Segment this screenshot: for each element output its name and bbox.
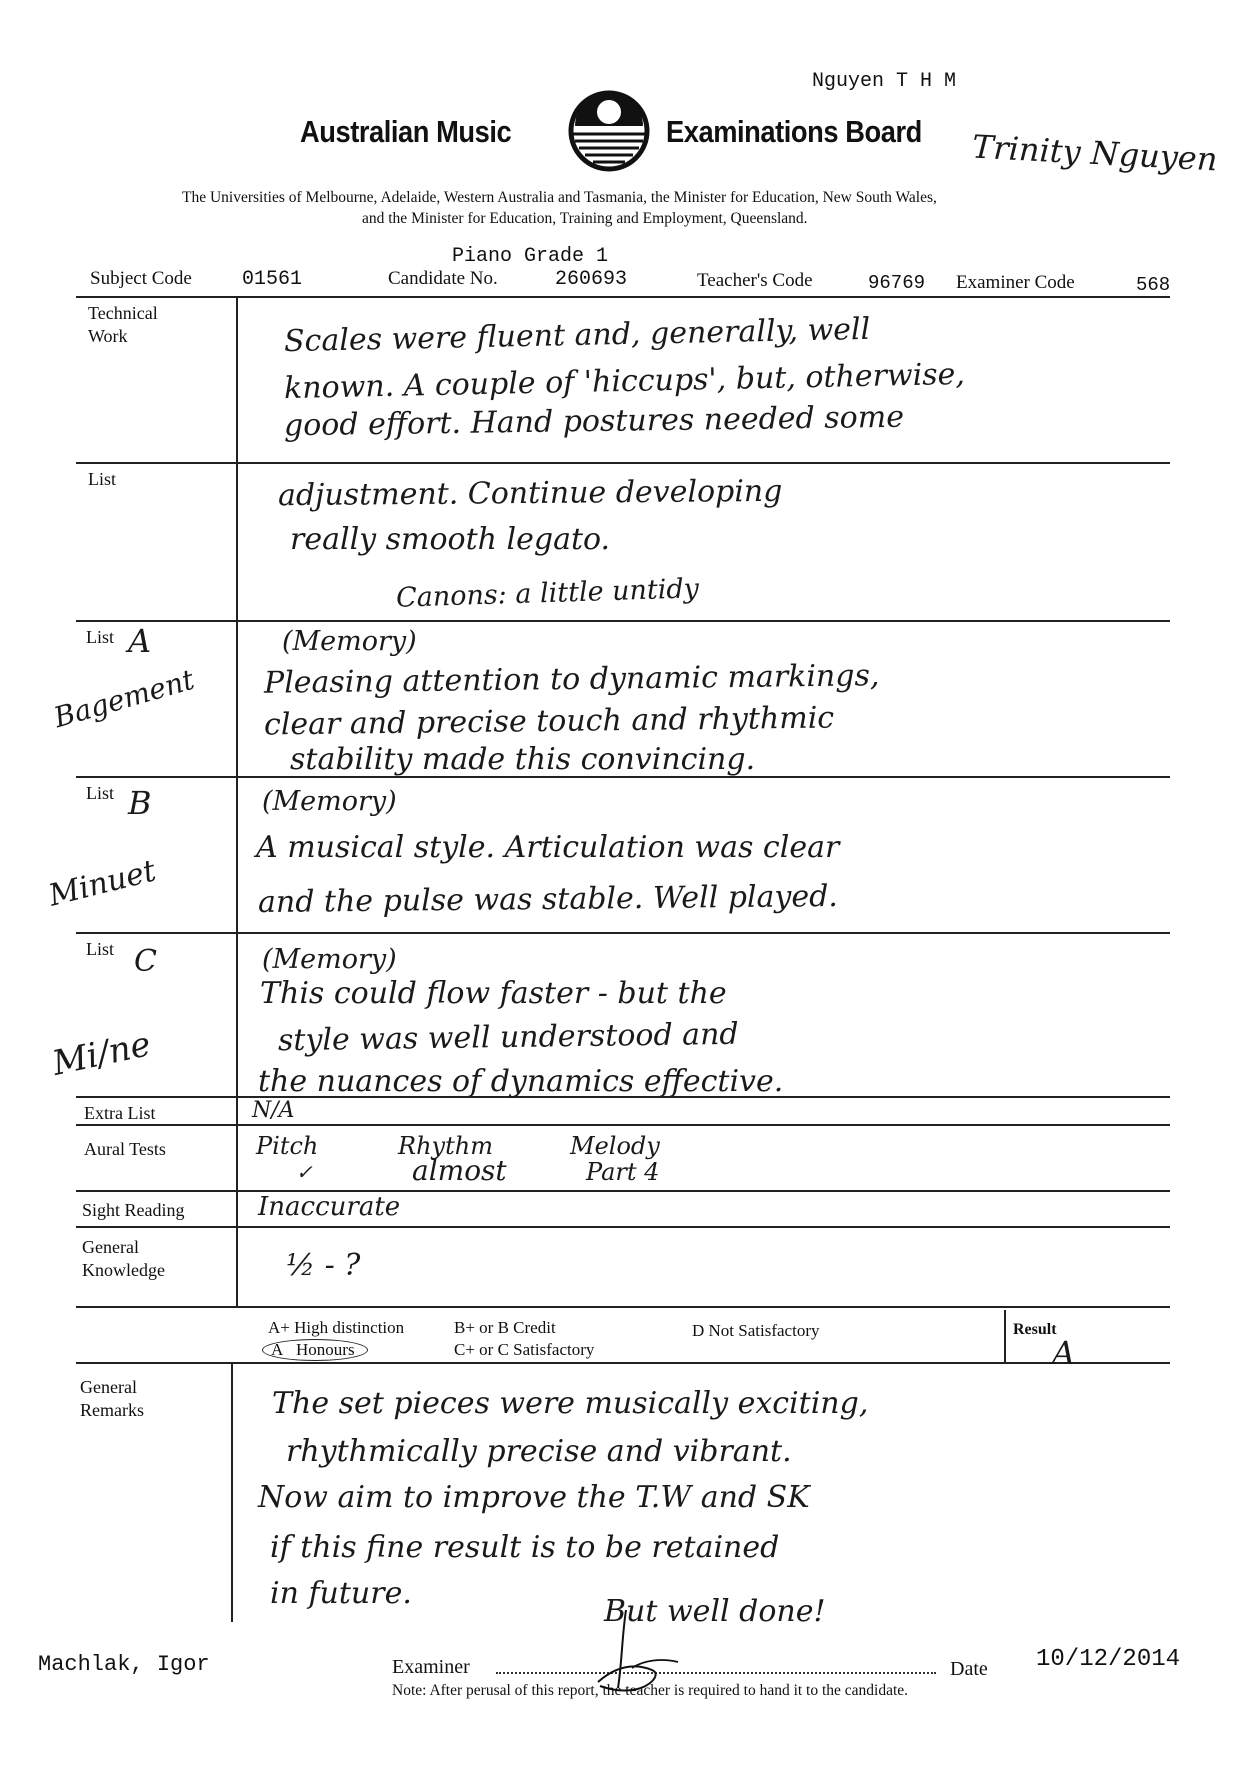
list-b-remark-line-1: A musical style. Articulation was clear (256, 830, 840, 865)
grade-d: D Not Satisfactory (692, 1321, 820, 1340)
list-a-remark-line-1: Pleasing attention to dynamic markings, (263, 658, 880, 701)
rule-column-divider (236, 296, 238, 1306)
sight-reading-value: Inaccurate (258, 1192, 401, 1222)
technical-work-label (88, 302, 158, 348)
candidate-name-typed: Nguyen T H M (812, 70, 957, 93)
amEB-logo-icon (566, 88, 652, 174)
technical-remark-line-1: Scales were fluent and, generally, well (283, 311, 871, 360)
grade-a-honours-code: A (271, 1340, 284, 1359)
sight-reading-label: Sight Reading (82, 1200, 185, 1220)
general-remarks-label-line-2: Remarks (80, 1400, 144, 1420)
list-c-remark-line-2: style was well understood and (277, 1016, 739, 1059)
examiner-code: 568 (1136, 274, 1171, 296)
board-name-right-text: Examinations Board (666, 114, 922, 149)
list-a-letter: A (128, 622, 152, 660)
general-remarks-line-5: in future. (270, 1576, 412, 1611)
list-remark-line-2: really smooth legato. (290, 522, 611, 557)
aural-melody: Melody (570, 1132, 660, 1160)
examiner-label: Examiner (392, 1656, 470, 1678)
board-name-left-text: Australian Music (300, 114, 512, 149)
list-c-remark-line-1: This could flow faster - but the (260, 976, 727, 1011)
general-remarks-label-line-1: General (80, 1377, 137, 1397)
list-a-remark-line-2: clear and precise touch and rhythmic (263, 700, 835, 743)
grade-b: B+ or B Credit (454, 1318, 556, 1337)
general-knowledge-label-line-1: General (82, 1237, 139, 1257)
rule-knowledge-bottom (76, 1306, 1170, 1308)
aural-almost: almost (412, 1154, 507, 1187)
general-remarks-closing: But well done! (604, 1594, 826, 1629)
list-a-label: List (86, 627, 115, 647)
rule-header-bottom (76, 296, 1170, 298)
list-b-piece-name: Minuet (45, 853, 160, 914)
examiner-dotted-line (496, 1672, 936, 1674)
candidate-no-label: Candidate No. (388, 268, 498, 289)
list-a-remark-line-3: stability made this convincing. (290, 742, 756, 777)
list-c-memory: (Memory) (262, 944, 397, 975)
list-c-label: List (86, 939, 115, 959)
result-label: Result (1013, 1321, 1057, 1338)
rule-result-divider (1004, 1310, 1006, 1362)
rule-list-b-bottom (76, 932, 1170, 934)
list-b-remark-line-2: and the pulse was stable. Well played. (257, 878, 839, 921)
general-knowledge-label (82, 1236, 165, 1282)
general-remarks-line-4: if this fine result is to be retained (270, 1530, 780, 1565)
list-a-memory: (Memory) (282, 626, 417, 657)
aural-rhythm: Rhythm (398, 1132, 493, 1160)
result-value: A (1052, 1334, 1076, 1372)
technical-remark-line-3: good effort. Hand postures needed some (283, 399, 905, 444)
rule-list-bottom (76, 620, 1170, 622)
technical-remark-line-2: known. A couple of 'hiccups', but, otherwise, (283, 356, 966, 407)
grade-a-plus: A+ High distinction (268, 1318, 405, 1337)
aural-pitch: Pitch (256, 1132, 319, 1160)
rule-technical-bottom (76, 462, 1170, 464)
general-remarks-label (80, 1376, 144, 1422)
technical-label-line-1: Technical (88, 303, 158, 323)
list-b-letter: B (128, 784, 152, 822)
aural-part: Part 4 (586, 1158, 660, 1186)
subject-code: 01561 (242, 268, 303, 291)
general-remarks-line-2: rhythmically precise and vibrant. (286, 1434, 792, 1469)
candidate-no: 260693 (555, 268, 628, 291)
list-remark-line-3: Canons: a little untidy (395, 573, 700, 614)
rule-grades-bottom (76, 1362, 1170, 1364)
list-c-remark-line-3: the nuances of dynamics effective. (258, 1064, 784, 1099)
general-knowledge-label-line-2: Knowledge (82, 1260, 165, 1280)
teachers-code-label: Teacher's Code (697, 270, 813, 291)
rule-aural-bottom (76, 1190, 1170, 1192)
teachers-code: 96769 (868, 272, 926, 294)
general-knowledge-value: ½ - ? (286, 1248, 361, 1283)
footer-note: Note: After perusal of this report, the teacher is required to hand it to the candidate. (392, 1682, 909, 1699)
aural-pitch-check-icon: ✓ (296, 1160, 313, 1184)
examiner-code-label: Examiner Code (956, 272, 1075, 293)
date-label: Date (950, 1658, 988, 1680)
rule-extra-list-bottom (76, 1124, 1170, 1126)
date-value: 10/12/2014 (1036, 1646, 1181, 1673)
list-c-piece-name: Mi/ne (48, 1024, 155, 1084)
grade-a-honours-text: Honours (296, 1340, 355, 1359)
handwritten-candidate-name: Trinity Nguyen (971, 127, 1219, 179)
extra-list-label: Extra List (84, 1103, 156, 1123)
grade-a-honours (262, 1339, 368, 1361)
list-a-piece-name: Bagement (50, 662, 198, 735)
subject-code-label: Subject Code (90, 268, 192, 289)
universities-line-2: and the Minister for Education, Training and Employment, Queensland. (362, 210, 808, 227)
technical-label-line-2: Work (88, 326, 128, 346)
rule-remarks-divider (231, 1362, 233, 1622)
list-remark-line-1: adjustment. Continue developing (277, 473, 783, 514)
list-c-letter: C (134, 944, 157, 979)
general-remarks-line-1: The set pieces were musically exciting, (272, 1386, 869, 1421)
list-b-memory: (Memory) (262, 786, 397, 817)
list-b-label: List (86, 783, 115, 803)
examiner-name: Machlak, Igor (38, 1652, 210, 1677)
grade-c: C+ or C Satisfactory (454, 1340, 595, 1359)
rule-sight-bottom (76, 1226, 1170, 1228)
aural-tests-label: Aural Tests (84, 1139, 166, 1159)
list-label: List (88, 469, 117, 489)
general-remarks-line-3: Now aim to improve the T.W and SK (258, 1480, 810, 1515)
board-name-right (666, 114, 922, 150)
extra-list-value: N/A (252, 1098, 295, 1123)
universities-line-1: The Universities of Melbourne, Adelaide, Western Australia and Tasmania, the Minister for Education, New South Wales, (182, 189, 937, 206)
board-name-left (300, 114, 511, 150)
subject-name: Piano Grade 1 (452, 245, 609, 268)
